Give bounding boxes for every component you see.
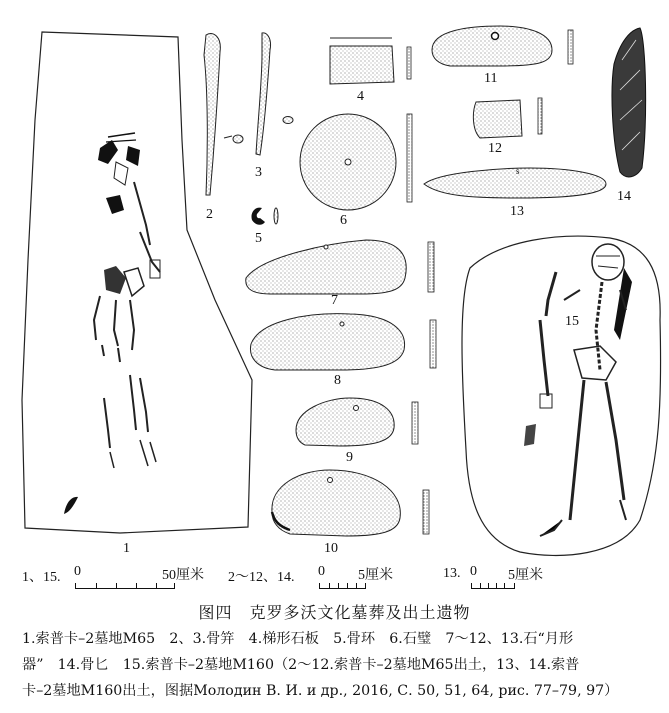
- bone-pins-drawing: [204, 33, 293, 195]
- label-10: 10: [324, 541, 338, 556]
- bone-spatula-drawing: [612, 28, 646, 177]
- label-3: 3: [255, 165, 262, 180]
- scale-1-zero: 0: [74, 564, 81, 579]
- scale-3-ruler: [471, 583, 515, 589]
- scale-2-ruler: [319, 583, 366, 589]
- moon-shaped-stones-drawing: [246, 26, 573, 536]
- caption-line-3: 卡–2墓地M160出土，图据Молодин В. И. и др., 2016, С. 50, 51, 64, рис. 77–79, 97）: [22, 683, 619, 699]
- scale-3-prefix: 13.: [443, 566, 461, 581]
- scale-2-prefix: 2～12、14.: [228, 570, 295, 585]
- grave-m65-drawing: [22, 32, 252, 533]
- scale-1-ruler: [75, 583, 175, 589]
- label-7: 7: [331, 293, 338, 308]
- figure-title: 图四 克罗多沃文化墓葬及出土遗物: [198, 603, 471, 622]
- scale-2-zero: 0: [318, 564, 325, 579]
- scale-3-zero: 0: [470, 564, 477, 579]
- label-4: 4: [357, 89, 364, 104]
- scale-3-end: 5厘米: [508, 568, 543, 583]
- label-13-small-s: s: [516, 166, 520, 176]
- trapezoid-slab-drawing: [330, 38, 411, 84]
- label-15: 15: [565, 314, 579, 329]
- label-14: 14: [617, 189, 631, 204]
- moon-stone-m160-drawing: [424, 168, 606, 198]
- label-13: 13: [510, 204, 524, 219]
- label-12: 12: [488, 141, 502, 156]
- grave-m160-drawing: [462, 236, 661, 555]
- stone-disc-drawing: [300, 114, 412, 210]
- label-11: 11: [484, 71, 498, 86]
- label-9: 9: [346, 450, 353, 465]
- label-2: 2: [206, 207, 213, 222]
- scale-2-end: 5厘米: [358, 568, 393, 583]
- label-8: 8: [334, 373, 341, 388]
- label-1: 1: [123, 541, 130, 556]
- scale-1-end: 50厘米: [162, 568, 204, 583]
- bone-ring-drawing: [251, 208, 278, 225]
- label-5: 5: [255, 231, 262, 246]
- scale-1-prefix: 1、15.: [22, 570, 61, 585]
- caption-line-1: 1.索普卡–2墓地M65 2、3.骨笄 4.梯形石板 5.骨环 6.石璧 7～12、13.石“月形: [22, 631, 574, 647]
- caption-line-2: 器” 14.骨匕 15.索普卡–2墓地M160（2～12.索普卡–2墓地M65出土，13、14.索普: [22, 657, 580, 673]
- label-6: 6: [340, 213, 347, 228]
